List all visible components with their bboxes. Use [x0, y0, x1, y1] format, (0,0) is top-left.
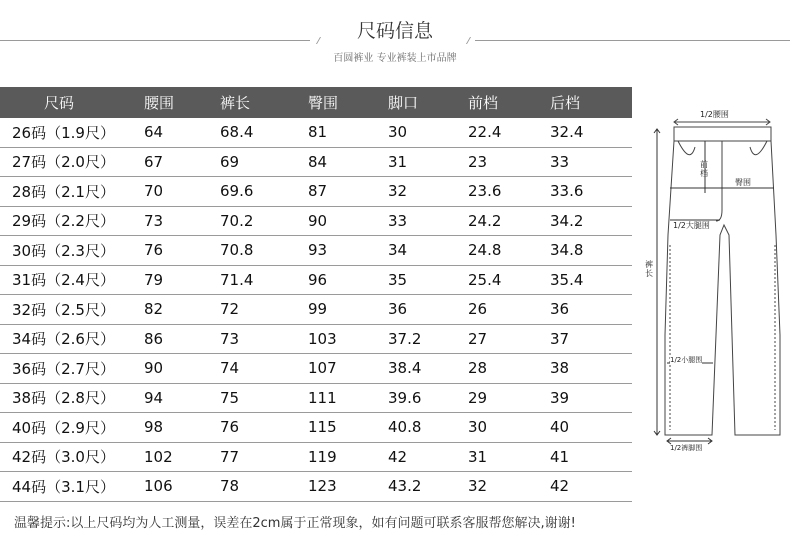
- hip-cell: 96: [308, 265, 388, 295]
- back-rise-cell: 34.8: [550, 236, 632, 266]
- back-rise-cell: 37: [550, 324, 632, 354]
- header-hem: 脚口: [388, 87, 468, 118]
- page-header: [0, 0, 790, 80]
- hem-cell: 34: [388, 236, 468, 266]
- size-cell: 26码（1.9尺）: [0, 118, 144, 147]
- table-row: [0, 265, 632, 295]
- waist-cell: 94: [144, 383, 220, 413]
- hem-cell: 33: [388, 206, 468, 236]
- size-cell: 34码（2.6尺）: [0, 324, 144, 354]
- hip-cell: 93: [308, 236, 388, 266]
- front-rise-cell: 23: [468, 147, 550, 177]
- length-cell: 70.2: [220, 206, 308, 236]
- hem-cell: 36: [388, 295, 468, 325]
- hip-cell: 119: [308, 442, 388, 472]
- table-row: [0, 295, 632, 325]
- front-rise-cell: 29: [468, 383, 550, 413]
- waist-cell: 106: [144, 472, 220, 502]
- thigh-label: 1/2大腿围: [673, 221, 710, 230]
- size-table-body: [0, 118, 632, 501]
- table-row: [0, 206, 632, 236]
- length-cell: 74: [220, 354, 308, 384]
- hem-cell: 31: [388, 147, 468, 177]
- length-cell: 73: [220, 324, 308, 354]
- waist-cell: 98: [144, 413, 220, 443]
- half-waist-label: 1/2腰围: [700, 110, 729, 119]
- size-cell: 38码（2.8尺）: [0, 383, 144, 413]
- back-rise-cell: 39: [550, 383, 632, 413]
- hip-cell: 111: [308, 383, 388, 413]
- front-rise-cell: 27: [468, 324, 550, 354]
- front-rise-cell: 24.2: [468, 206, 550, 236]
- waist-cell: 86: [144, 324, 220, 354]
- waist-cell: 70: [144, 177, 220, 207]
- table-row: [0, 147, 632, 177]
- length-cell: 70.8: [220, 236, 308, 266]
- hip-cell: 123: [308, 472, 388, 502]
- table-row: [0, 383, 632, 413]
- hem-label: 1/2裤脚围: [670, 444, 703, 452]
- size-cell: 29码（2.2尺）: [0, 206, 144, 236]
- hip-cell: 87: [308, 177, 388, 207]
- size-cell: 40码（2.9尺）: [0, 413, 144, 443]
- brand-subtitle: 百圆裤业 专业裤装上市品牌: [333, 53, 457, 64]
- size-cell: 32码（2.5尺）: [0, 295, 144, 325]
- back-rise-cell: 32.4: [550, 118, 632, 147]
- hem-cell: 30: [388, 118, 468, 147]
- table-row: [0, 236, 632, 266]
- back-rise-cell: 36: [550, 295, 632, 325]
- front-rise-cell: 26: [468, 295, 550, 325]
- front-rise-cell: 25.4: [468, 265, 550, 295]
- back-rise-cell: 40: [550, 413, 632, 443]
- table-row: [0, 118, 632, 147]
- hem-cell: 40.8: [388, 413, 468, 443]
- pants-seams: [670, 245, 775, 430]
- hem-cell: 32: [388, 177, 468, 207]
- front-rise-cell: 24.8: [468, 236, 550, 266]
- size-cell: 27码（2.0尺）: [0, 147, 144, 177]
- pants-waistband: [674, 127, 771, 141]
- table-row: [0, 472, 632, 502]
- length-cell: 68.4: [220, 118, 308, 147]
- hip-cell: 84: [308, 147, 388, 177]
- length-cell: 72: [220, 295, 308, 325]
- back-rise-cell: 42: [550, 472, 632, 502]
- length-cell: 71.4: [220, 265, 308, 295]
- waist-cell: 64: [144, 118, 220, 147]
- front-rise-cell: 23.6: [468, 177, 550, 207]
- table-row: [0, 324, 632, 354]
- size-cell: 42码（3.0尺）: [0, 442, 144, 472]
- front-rise-cell: 28: [468, 354, 550, 384]
- length-cell: 76: [220, 413, 308, 443]
- table-row: [0, 442, 632, 472]
- size-cell: 44码（3.1尺）: [0, 472, 144, 502]
- waist-cell: 67: [144, 147, 220, 177]
- size-cell: 31码（2.4尺）: [0, 265, 144, 295]
- back-rise-cell: 38: [550, 354, 632, 384]
- front-rise-cell: 32: [468, 472, 550, 502]
- front-rise-label: 前档: [700, 160, 708, 178]
- waist-cell: 73: [144, 206, 220, 236]
- hem-cell: 38.4: [388, 354, 468, 384]
- table-row: [0, 413, 632, 443]
- size-cell: 28码（2.1尺）: [0, 177, 144, 207]
- waist-cell: 102: [144, 442, 220, 472]
- hip-cell: 90: [308, 206, 388, 236]
- hip-cell: 107: [308, 354, 388, 384]
- length-cell: 69: [220, 147, 308, 177]
- hem-cell: 35: [388, 265, 468, 295]
- front-rise-cell: 30: [468, 413, 550, 443]
- header-waist: 腰围: [144, 87, 220, 118]
- header-length: 裤长: [220, 87, 308, 118]
- waist-cell: 82: [144, 295, 220, 325]
- back-rise-cell: 41: [550, 442, 632, 472]
- pants-fly: [716, 141, 722, 221]
- hem-cell: 43.2: [388, 472, 468, 502]
- back-rise-cell: 33.6: [550, 177, 632, 207]
- front-rise-cell: 22.4: [468, 118, 550, 147]
- size-table: [0, 87, 632, 502]
- measurement-note: 温馨提示:以上尺码均为人工测量，误差在2cm属于正常现象，如有问题可联系客服帮您解决,谢谢!: [14, 516, 576, 531]
- length-cell: 78: [220, 472, 308, 502]
- table-row: [0, 354, 632, 384]
- header-hip: 臀围: [308, 87, 388, 118]
- hip-cell: 103: [308, 324, 388, 354]
- size-cell: 30码（2.3尺）: [0, 236, 144, 266]
- table-row: [0, 177, 632, 207]
- hem-cell: 39.6: [388, 383, 468, 413]
- waist-cell: 76: [144, 236, 220, 266]
- hem-cell: 42: [388, 442, 468, 472]
- length-cell: 75: [220, 383, 308, 413]
- pants-measurement-diagram: [640, 105, 785, 455]
- waist-cell: 90: [144, 354, 220, 384]
- header-front-rise: 前档: [468, 87, 550, 118]
- length-label: 裤长: [645, 260, 653, 278]
- waist-cell: 79: [144, 265, 220, 295]
- hip-cell: 99: [308, 295, 388, 325]
- header-size: 尺码: [0, 87, 144, 118]
- length-cell: 69.6: [220, 177, 308, 207]
- size-cell: 36码（2.7尺）: [0, 354, 144, 384]
- hip-cell: 81: [308, 118, 388, 147]
- hem-cell: 37.2: [388, 324, 468, 354]
- page-title: 尺码信息: [356, 20, 433, 42]
- back-rise-cell: 35.4: [550, 265, 632, 295]
- length-cell: 77: [220, 442, 308, 472]
- calf-label: 1/2小腿围: [670, 356, 703, 364]
- hip-label: 臀围: [735, 178, 751, 187]
- back-rise-cell: 33: [550, 147, 632, 177]
- front-rise-cell: 31: [468, 442, 550, 472]
- back-rise-cell: 34.2: [550, 206, 632, 236]
- header-back-rise: 后档: [550, 87, 632, 118]
- size-table-header-row: [0, 87, 632, 118]
- hip-cell: 115: [308, 413, 388, 443]
